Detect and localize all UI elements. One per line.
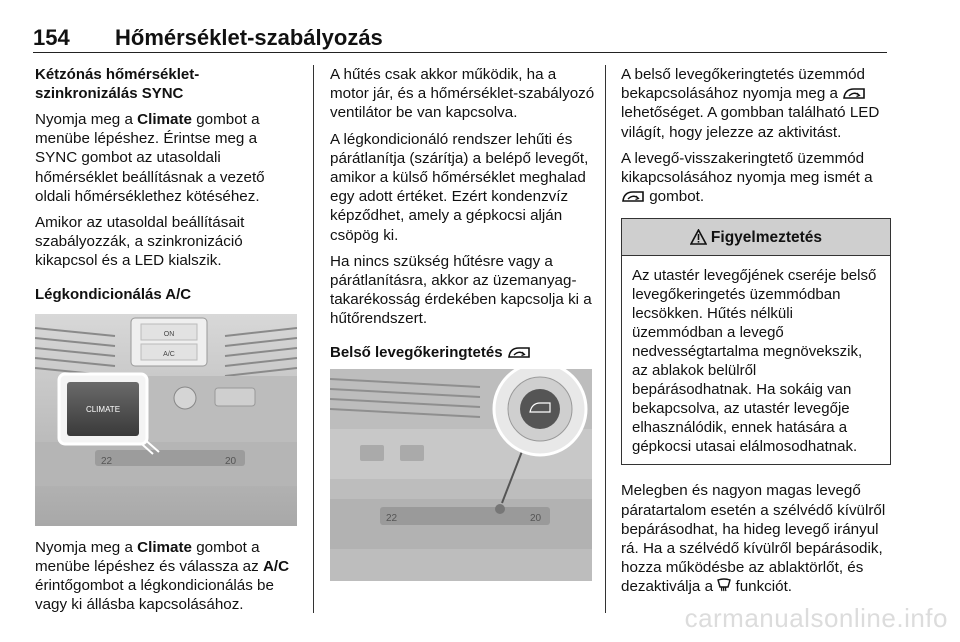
warning-box (621, 218, 891, 465)
paragraph-ac: Nyomja meg a Climate gombot a menübe lépéshez és válassza az A/C érintőgombot a légkondicionálás be vagy ki állásba kapcsolásához. (35, 538, 290, 614)
page-title: Hőmérséklet-szabályozás (115, 25, 383, 50)
temp-left-2: 22 (386, 512, 398, 524)
climate-panel-illustration (35, 314, 297, 526)
column-divider-2 (605, 65, 606, 613)
paragraph-cooling-2: A légkondicionáló rendszer lehűti és párátlanítja (szárítja) a belépő levegőt, amikor a külső hőmérséklet meghalad egy adott értéket. Ezért kondenzvíz képződhet, amely a gépkocsi alján csöpög ki. (330, 130, 589, 244)
paragraph-defog: Melegben és nagyon magas levegő páratartalom esetén a szélvédő kívülről bepárásodhat, ha hideg levegő irányul rá. Ha a szélvédő kívülről bepárásodik, hozza működésbe az ablaktörlőt, és dezaktiválja a funkciót. (621, 482, 886, 596)
paragraph-cooling-3: Ha nincs szükség hűtésre vagy a párátlanításra, akkor az üzemanyag-takarékosság érdekében kapcsolja ki a hűtőrendszert. (330, 252, 592, 328)
heading-ac: Légkondicionálás A/C (35, 285, 192, 303)
climate-label: CLIMATE (85, 404, 121, 414)
warning-triangle-icon (690, 229, 707, 245)
watermark: carmanualsonline.info (684, 603, 948, 633)
temp-right-2: 20 (530, 512, 542, 524)
column-2 (330, 65, 598, 593)
recirculation-icon (621, 190, 645, 203)
paragraph-sync-1: Nyomja meg a Climate gombot a menübe lépéshez. Érintse meg a SYNC gombot az utasoldali hőmérséklet beállításnak a vezető oldali hőmérséklethez kötéséhez. (35, 111, 265, 205)
on-label: ON (163, 330, 175, 338)
paragraph-sync-2: Amikor az utasoldal beállításait szabályozzák, a szinkronizáció kikapcsol és a LED kialszik. (35, 214, 245, 270)
warning-title: Figyelmeztetés (710, 228, 823, 246)
temp-right-1: 20 (225, 455, 237, 467)
column-divider-1 (313, 65, 314, 613)
recirculation-panel-photo (330, 369, 592, 581)
paragraph-recirc-on: A belső levegőkeringtetés üzemmód bekapcsolásához nyomja meg a lehetőséget. A gombban található LED világít, hogy jelezze az aktivitást. (621, 66, 880, 141)
heading-recirculation: Belső levegőkeringtetés (330, 343, 598, 362)
recirculation-icon (507, 346, 531, 359)
temp-left-1: 22 (101, 455, 113, 467)
column-3 (621, 65, 891, 604)
page-number: 154 (33, 25, 70, 50)
climate-panel-photo (35, 314, 297, 526)
warning-header (622, 219, 890, 256)
heading-sync: Kétzónás hőmérséklet-szinkronizálás SYNC (35, 66, 200, 102)
warning-body: Az utastér levegőjének cseréje belső levegőkeringetés üzemmódban lecsökken. Hűtés nélküli üzemmódban a levegő nedvességtartalma megnövekszik, az ablakok belülről bepárásodhatnak. Ha sokáig van bekapcsolva, az utastér levegője elhasználódik, ennek hatására a gépkocsi utasai elálmosodhatnak. (632, 267, 877, 456)
page-header (33, 22, 887, 53)
recirculation-panel-illustration (330, 369, 592, 581)
paragraph-cooling-1: A hűtés csak akkor működik, ha a motor jár, és a hőmérséklet-szabályozó ventilátor be van kapcsolva. (330, 66, 595, 122)
ac-label: A/C (163, 350, 175, 358)
windshield-defrost-icon (717, 578, 731, 593)
paragraph-recirc-off: A levegő-visszakeringtető üzemmód kikapcsolásához nyomja meg ismét a gombot. (621, 149, 873, 206)
column-1 (35, 65, 297, 621)
recirculation-icon (842, 87, 866, 100)
